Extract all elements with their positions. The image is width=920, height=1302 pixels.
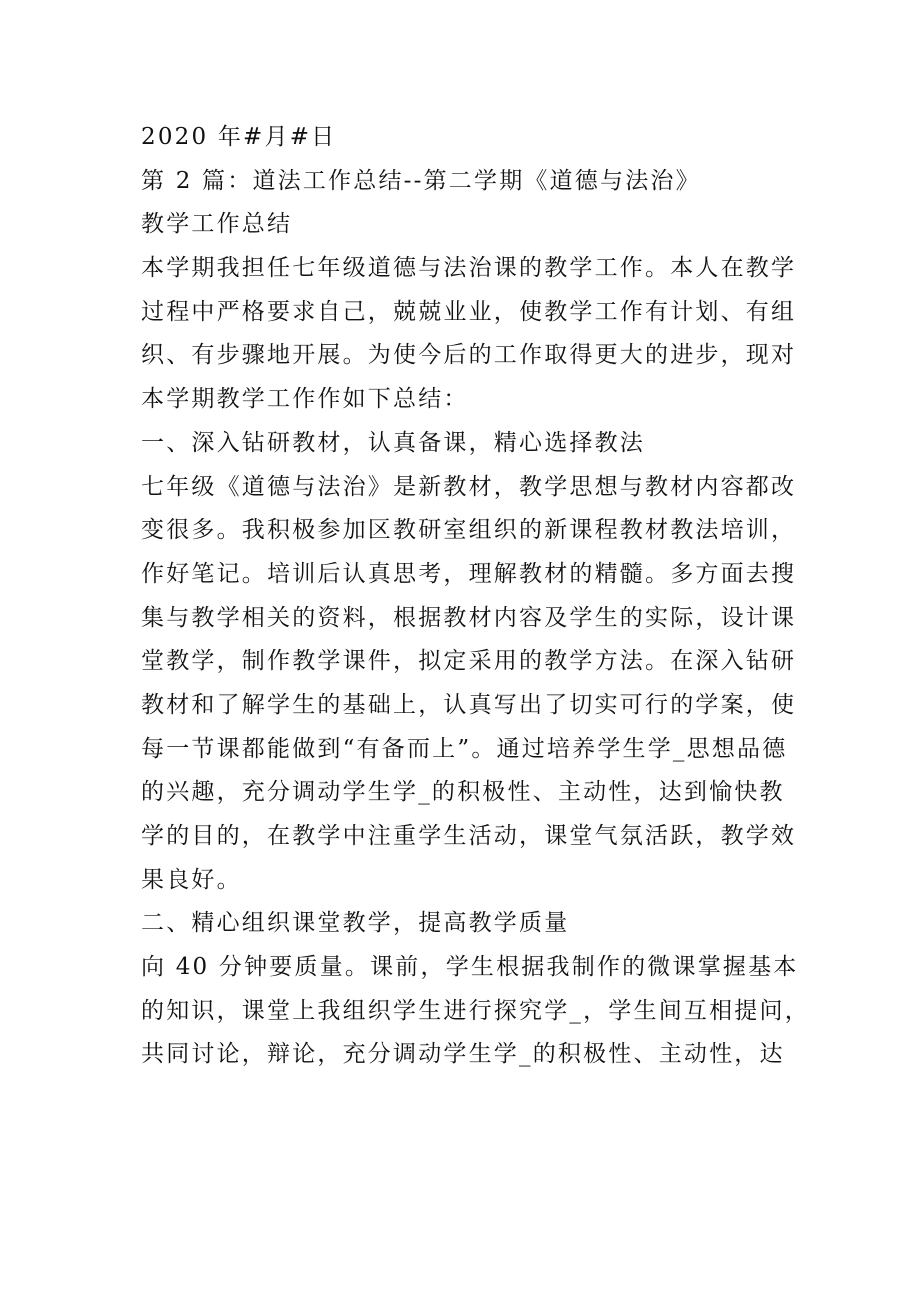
intro-paragraph-line: 织、有步骤地开展。为使今后的工作取得更大的进步，现对 [141,342,797,369]
date-line: 2020 年#月#日 [141,124,337,150]
section-heading-1: 一、深入钻研教材，认真备课，精心选择教法 [141,429,645,456]
intro-paragraph-line: 本学期教学工作作如下总结： [141,386,469,413]
section-1-paragraph-line: 作好笔记。培训后认真思考，理解教材的精髓。多方面去搜 [141,560,797,587]
section-2-paragraph-line: 向 40 分钟要质量。课前，学生根据我制作的微课掌握基本 [141,954,799,981]
section-1-paragraph-line: 的兴趣，充分调动学生学_的积极性、主动性，达到愉快教 [141,779,785,806]
intro-paragraph-line: 过程中严格要求自己，兢兢业业，使教学工作有计划、有组 [141,298,797,325]
section-2-paragraph-line: 共同讨论，辩论，充分调动学生学_的积极性、主动性，达 [141,1041,785,1068]
section-heading-2: 二、精心组织课堂教学，提高教学质量 [141,910,570,937]
section-1-paragraph-line: 教材和了解学生的基础上，认真写出了切实可行的学案，使 [141,691,797,718]
section-1-paragraph-line: 堂教学，制作教学课件，拟定采用的教学方法。在深入钻研 [141,648,797,675]
article-title-line-2: 教学工作总结 [141,211,293,238]
section-1-paragraph-line: 七年级《道德与法治》是新教材，教学思想与教材内容都改 [141,473,797,500]
intro-paragraph-line: 本学期我担任七年级道德与法治课的教学工作。本人在教学 [141,255,797,282]
section-1-paragraph-line: 变很多。我积极参加区教研室组织的新课程教材教法培训， [141,517,797,544]
document-body [141,116,821,1077]
section-1-paragraph-line: 每一节课都能做到“有备而上”。通过培养学生学_思想品德 [141,735,788,762]
section-1-paragraph-line: 学的目的，在教学中注重学生活动，课堂气氛活跃，教学效 [141,823,797,849]
section-1-paragraph-line: 果良好。 [141,866,242,893]
article-title-line-1: 第 2 篇：道法工作总结--第二学期《道德与法治》 [141,167,701,194]
section-1-paragraph-line: 集与教学相关的资料，根据教材内容及学生的实际，设计课 [141,604,797,631]
section-2-paragraph-line: 的知识，课堂上我组织学生进行探究学_，学生间互相提问， [141,997,810,1024]
